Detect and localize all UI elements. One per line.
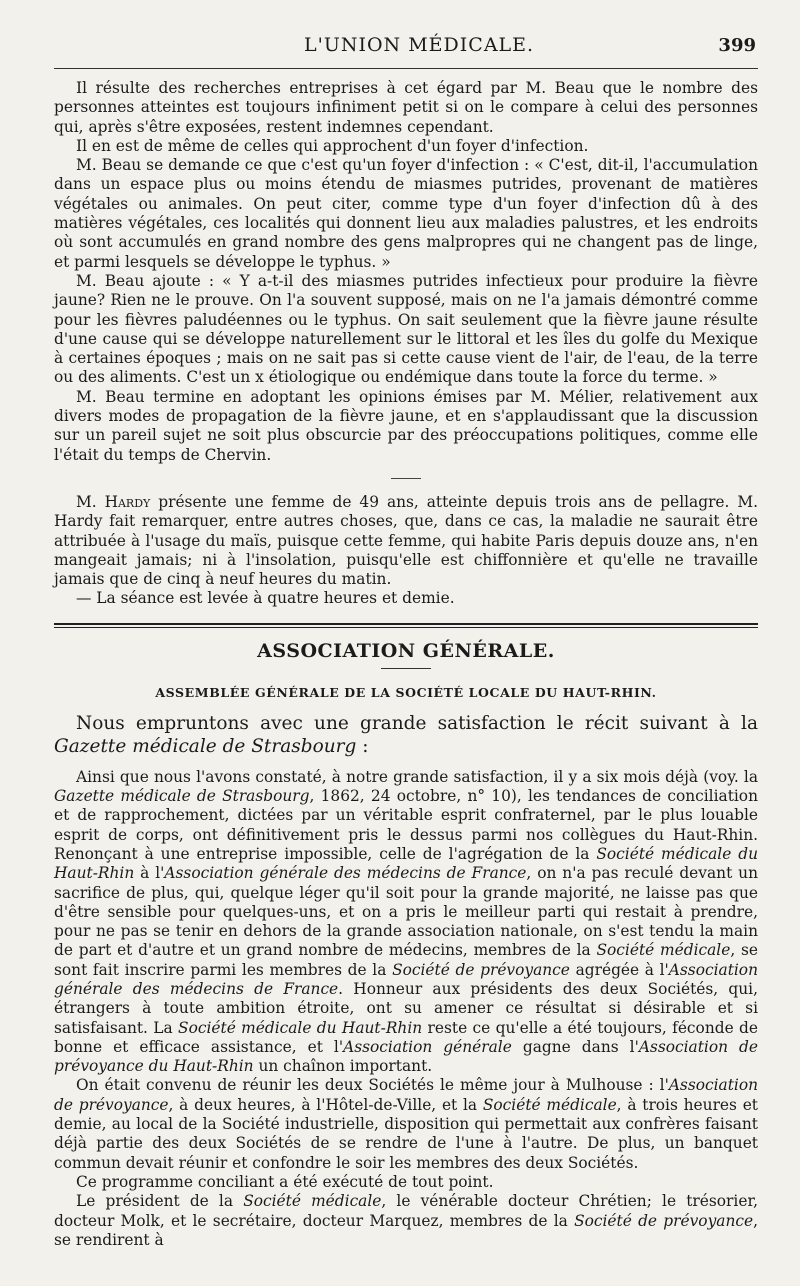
paragraph: Il résulte des recherches entreprises à cet égard par M. Beau que le nombre des personnes atteintes est toujours infiniment petit si on le compare à celui des personnes qui, après s'être exposées, restent indemnes cependant. xyxy=(54,79,758,136)
italic-run: Association générale des médecins de France xyxy=(54,960,758,998)
text-run: Ainsi que nous l'avons constaté, à notre grande satisfaction, il y a six mois déjà (voy. la xyxy=(76,767,758,786)
text-run: un chaînon important. xyxy=(253,1057,433,1076)
paragraph: M. Beau ajoute : « Y a-t-il des miasmes putrides infectieux pour produire la fièvre jaune? Rien ne le prouve. On l'a souvent supposé, mais on ne l'a jamais démontré comme pour les fièvres paludéennes ou le typhus. On sait seulement que la fièvre jaune résulte d'une cause qui se développe naturellement sur le littoral et les îles du golfe du Mexique à certaines époques ; mais on ne sait pas si cette cause vient de l'air, de l'eau, de la terre ou des aliments. C'est un x étiologique ou endémique dans toute la force du terme. » xyxy=(54,271,758,387)
text-run: On était convenu de réunir les deux Sociétés le même jour à Mulhouse : l' xyxy=(76,1076,669,1095)
hardy-report xyxy=(54,493,758,609)
italic-run: Société médicale xyxy=(596,941,731,960)
paragraph: M. Beau se demande ce que c'est qu'un foyer d'infection : « C'est, dit-il, l'accumulation dans un espace plus ou moins étendu de miasmes putrides, provenant de matières végétales ou animales. On peut citer, comme type d'un foyer d'infection dû à des matières végétales, ces localités qui donnent lieu aux maladies palustres, et les endroits où sont accumulés en grand nombre des gens malpropres qui ne changent pas de linge, et parmi lesquels se développe le typhus. » xyxy=(54,156,758,271)
page-number: 399 xyxy=(718,35,756,56)
paragraph xyxy=(54,768,758,1077)
text-run: . Honneur aux présidents des deux Sociétés, qui, étrangers à toute ambition étroite, ont su amener ce résultat si désirable et si satisfaisant. La xyxy=(54,979,758,1037)
paragraph-text: présente une femme de 49 ans, atteinte depuis trois ans de pellagre. M. Hardy fait remarquer, entre autres choses, que, dans ce cas, la maladie ne saurait être attribuée à l'usage du maïs, puisque cette femme, qui habite Paris depuis douze ans, n'en mangeait jamais; ni à l'insolation, puisqu'elle est chiffonnière et qu'elle ne travaille jamais que de cinq à neuf heures du matin. xyxy=(54,492,759,589)
italic-run: Société médicale du Haut-Rhin xyxy=(178,1018,423,1037)
intro-end: : xyxy=(356,735,369,757)
section-subtitle: ASSEMBLÉE GÉNÉRALE DE LA SOCIÉTÉ LOCALE DU HAUT-RHIN. xyxy=(155,684,657,700)
speaker-name: M. Hardy xyxy=(76,492,151,511)
title-rule xyxy=(381,668,431,669)
italic-run: Association de prévoyance du Haut-Rhin xyxy=(54,1037,758,1076)
italic-run: Société de prévoyance xyxy=(392,960,570,979)
double-rule xyxy=(54,623,758,628)
intro-source: Gazette médicale de Strasbourg xyxy=(54,735,357,757)
italic-run: Société médicale xyxy=(482,1095,617,1114)
section-separator xyxy=(391,478,421,479)
text-run: Ce programme conciliant a été exécuté de tout point. xyxy=(76,1172,494,1191)
text-run: , 1862, 24 octobre, n° 10), les tendances de conciliation et de rapprochement, dictées par un véritable esprit confraternel, par le plus louable esprit de corps, ont définitivement pris le dessus parmi nos collègues du Haut-Rhin. Renonçant à une entreprise impossible, celle de l'agrégation de la xyxy=(54,787,758,863)
paragraph xyxy=(54,493,758,589)
paragraph: Il en est de même de celles qui approchent d'un foyer d'infection. xyxy=(76,136,589,155)
text-run: à l' xyxy=(134,864,165,883)
text-run: , le vénérable docteur Chrétien; le trésorier, docteur Molk, et le secrétaire, docteur Marquez, membres de la xyxy=(54,1192,758,1230)
paragraph: M. Beau termine en adoptant les opinions émises par M. Mélier, relativement aux divers modes de propagation de la fièvre jaune, et en s'applaudissant que la discussion sur un pareil sujet ne soit plus obscurcie par des préoccupations politiques, comme elle l'était du temps de Chervin. xyxy=(54,387,758,464)
intro-text: Nous empruntons avec une grande satisfaction le récit suivant à la xyxy=(76,712,758,734)
page-header xyxy=(54,34,758,56)
closing-line: — La séance est levée à quatre heures et demie. xyxy=(76,589,455,608)
session-report xyxy=(54,79,758,465)
italic-run: Association générale des médecins de France xyxy=(164,864,527,883)
section-title: ASSOCIATION GÉNÉRALE. xyxy=(257,639,555,662)
italic-run: Société médicale xyxy=(243,1192,382,1211)
text-run: , se rendirent à xyxy=(54,1211,758,1249)
association-report xyxy=(54,768,758,1250)
text-run: Le président de la xyxy=(76,1192,244,1211)
text-run: agrégée à l' xyxy=(569,960,669,979)
text-run: , à deux heures, à l'Hôtel-de-Ville, et la xyxy=(168,1095,483,1114)
italic-run: Société de prévoyance xyxy=(574,1211,754,1230)
italic-run: Association de prévoyance xyxy=(54,1076,758,1114)
italic-run: Société médicale du Haut-Rhin xyxy=(54,844,758,883)
text-run: , on n'a pas reculé devant un sacrifice de plus, qui, quelque léger qu'il soit pour la grande majorité, ne laisse pas que d'être sensible pour quelques-uns, et on a pris le meilleur parti qui restait à prendre, pour ne pas se tenir en dehors de la grande association nationale, on s'est tendu la main de part et d'autre et un grand nombre de médecins, membres de la xyxy=(54,864,758,960)
header-rule xyxy=(54,68,758,69)
text-run: reste ce qu'elle a été toujours, féconde de bonne et efficace assistance, et l' xyxy=(54,1018,759,1056)
intro-paragraph xyxy=(54,712,758,758)
running-title: L'UNION MÉDICALE. xyxy=(304,34,535,56)
italic-run: Association générale xyxy=(343,1037,512,1056)
text-run: gagne dans l' xyxy=(511,1037,639,1056)
text-run: , se sont fait inscrire parmi les membres de la xyxy=(54,941,758,979)
italic-run: Gazette médicale de Strasbourg xyxy=(54,787,310,806)
paragraph xyxy=(54,1076,758,1172)
paragraph xyxy=(54,1192,758,1250)
paragraph xyxy=(54,1173,758,1192)
text-run: , à trois heures et demie, au local de la Société industrielle, disposition qui permettait aux confrères faisant déjà partie des deux Sociétés de se rendre de l'une à l'autre. De plus, un banquet commun devait réunir et confondre le soir les membres des deux Sociétés. xyxy=(54,1095,758,1172)
